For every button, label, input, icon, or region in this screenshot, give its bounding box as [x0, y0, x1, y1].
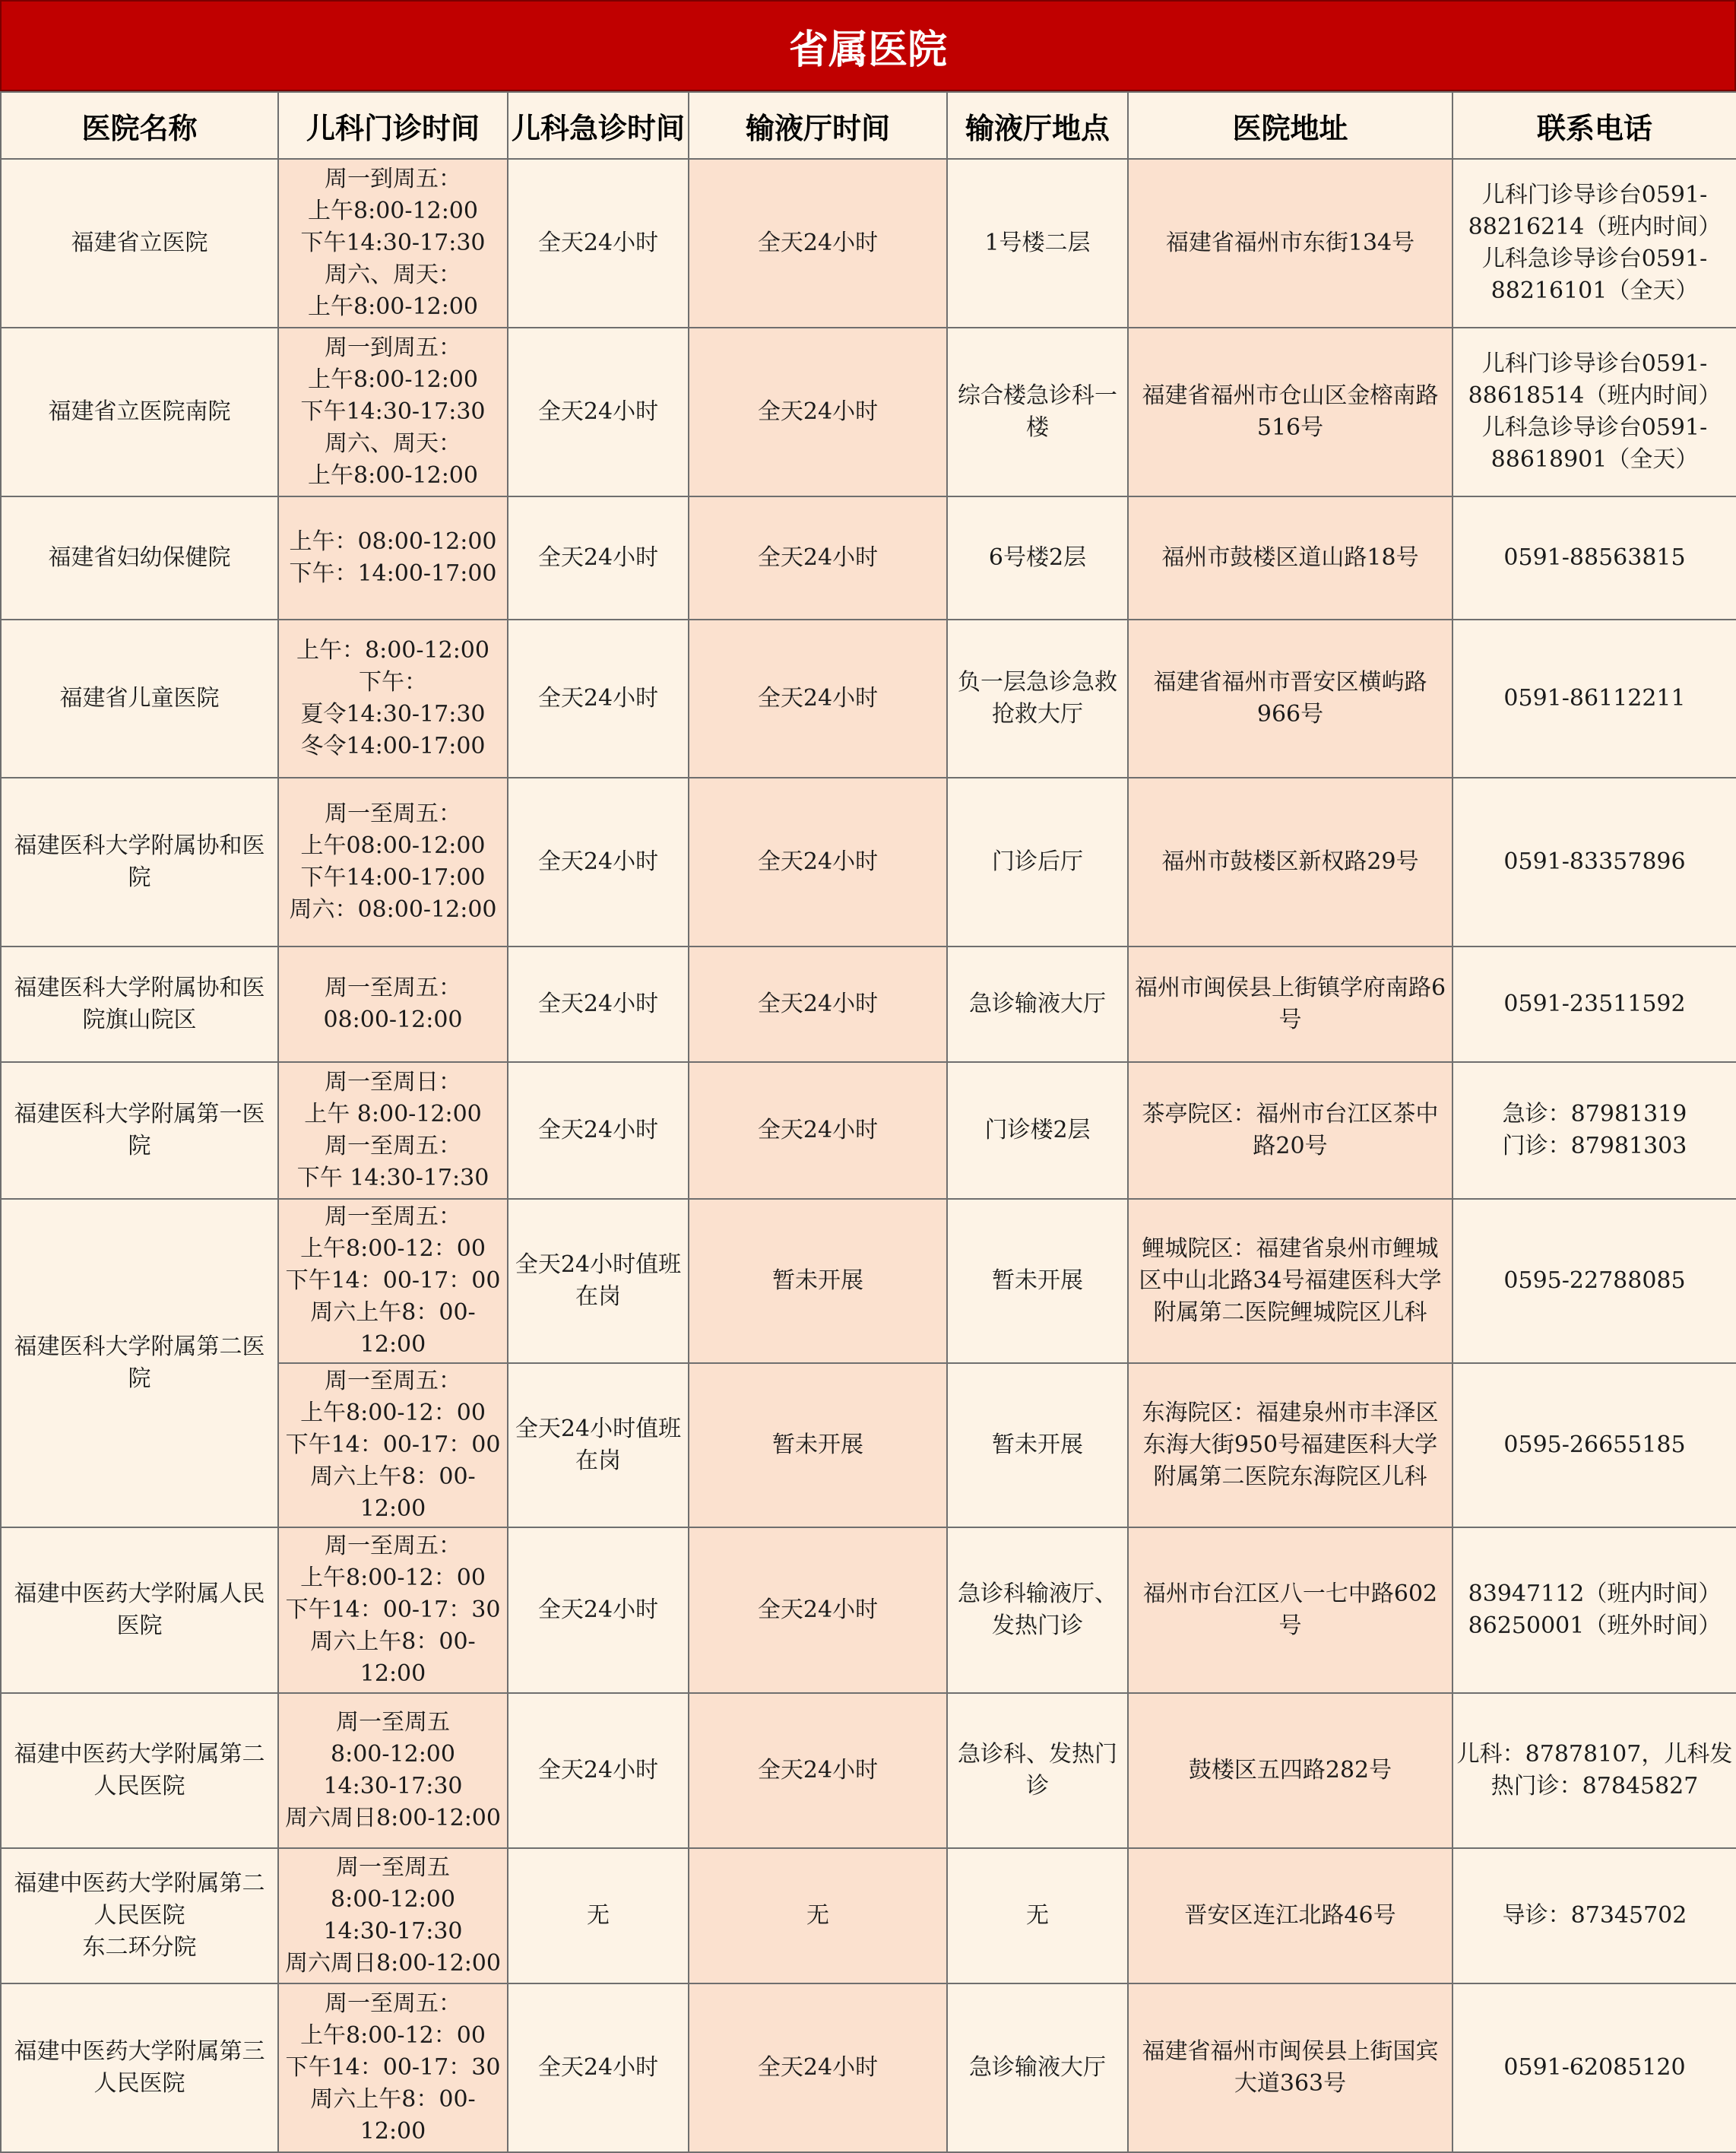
- cell-phone: 0591-83357896: [1452, 778, 1736, 946]
- table-row: [1, 946, 1736, 1062]
- cell-infusion-location: 急诊输液大厅: [947, 1983, 1128, 2152]
- cell-hospital-name: 福建省妇幼保健院: [1, 496, 278, 620]
- cell-address: 福州市闽侯县上街镇学府南路6号: [1128, 946, 1452, 1062]
- cell-clinic-time: 周一至周五： 08:00-12:00: [278, 946, 508, 1062]
- cell-address: 茶亭院区：福州市台江区茶中路20号: [1128, 1062, 1452, 1199]
- cell-infusion-location: 暂未开展: [947, 1199, 1128, 1363]
- header-infusion-time: 输液厅时间: [689, 92, 947, 159]
- cell-phone: 儿科门诊导诊台0591-88216214（班内时间） 儿科急诊导诊台0591-88216101（全天）: [1452, 159, 1736, 328]
- cell-infusion-location: 负一层急诊急救抢救大厅: [947, 620, 1128, 778]
- cell-hospital-name: 福建中医药大学附属第三人民医院: [1, 1983, 278, 2152]
- cell-phone: 急诊：87981319 门诊：87981303: [1452, 1062, 1736, 1199]
- cell-address: 福建省福州市仓山区金榕南路516号: [1128, 328, 1452, 496]
- cell-address: 福州市鼓楼区道山路18号: [1128, 496, 1452, 620]
- cell-emergency-time: 全天24小时: [508, 1062, 689, 1199]
- cell-infusion-time: 全天24小时: [689, 620, 947, 778]
- cell-infusion-time: 全天24小时: [689, 946, 947, 1062]
- cell-address: 鲤城院区：福建省泉州市鲤城区中山北路34号福建医科大学附属第二医院鲤城院区儿科: [1128, 1199, 1452, 1363]
- cell-hospital-name: 福建省立医院: [1, 159, 278, 328]
- table-row: [1, 1848, 1736, 1983]
- hospital-table: [0, 91, 1736, 2153]
- cell-hospital-name: 福建医科大学附属第一医院: [1, 1062, 278, 1199]
- cell-phone: 儿科：87878107，儿科发热门诊：87845827: [1452, 1693, 1736, 1848]
- cell-infusion-time: 暂未开展: [689, 1363, 947, 1527]
- cell-hospital-name: 福建医科大学附属协和医院旗山院区: [1, 946, 278, 1062]
- cell-emergency-time: 全天24小时: [508, 496, 689, 620]
- page-title: 省属医院: [0, 0, 1736, 91]
- cell-hospital-name: 福建医科大学附属协和医院: [1, 778, 278, 946]
- cell-infusion-location: 暂未开展: [947, 1363, 1128, 1527]
- table-row: [1, 1527, 1736, 1693]
- cell-phone: 0595-22788085: [1452, 1199, 1736, 1363]
- cell-infusion-location: 综合楼急诊科一楼: [947, 328, 1128, 496]
- cell-phone: 0591-86112211: [1452, 620, 1736, 778]
- table-row: [1, 620, 1736, 778]
- cell-clinic-time: 周一至周五： 上午8:00-12：00 下午14：00-17：00 周六上午8：00-12:00: [278, 1363, 508, 1527]
- cell-infusion-time: 全天24小时: [689, 1983, 947, 2152]
- cell-infusion-time: 全天24小时: [689, 778, 947, 946]
- cell-infusion-location: 急诊输液大厅: [947, 946, 1128, 1062]
- cell-hospital-name: 福建医科大学附属第二医院: [1, 1199, 278, 1527]
- cell-hospital-name: 福建中医药大学附属人民医院: [1, 1527, 278, 1693]
- cell-emergency-time: 全天24小时值班在岗: [508, 1199, 689, 1363]
- cell-infusion-time: 全天24小时: [689, 1062, 947, 1199]
- table-row: [1, 159, 1736, 328]
- header-hospital-name: 医院名称: [1, 92, 278, 159]
- cell-emergency-time: 全天24小时: [508, 1693, 689, 1848]
- cell-infusion-location: 急诊科输液厅、发热门诊: [947, 1527, 1128, 1693]
- cell-clinic-time: 周一到周五： 上午8:00-12:00 下午14:30-17:30 周六、周天： 上午8:00-12:00: [278, 328, 508, 496]
- cell-phone: 儿科门诊导诊台0591-88618514（班内时间） 儿科急诊导诊台0591-88618901（全天）: [1452, 328, 1736, 496]
- cell-address: 福建省福州市东街134号: [1128, 159, 1452, 328]
- cell-emergency-time: 全天24小时: [508, 1983, 689, 2152]
- table-row: [1, 778, 1736, 946]
- cell-emergency-time: 全天24小时: [508, 1527, 689, 1693]
- cell-phone: 0591-88563815: [1452, 496, 1736, 620]
- cell-clinic-time: 周一至周日： 上午 8:00-12:00 周一至周五： 下午 14:30-17:30: [278, 1062, 508, 1199]
- cell-infusion-time: 全天24小时: [689, 159, 947, 328]
- cell-hospital-name: 福建中医药大学附属第二人民医院 东二环分院: [1, 1848, 278, 1983]
- table-row: [1, 1062, 1736, 1199]
- cell-clinic-time: 周一至周五： 上午8:00-12：00 下午14：00-17：30 周六上午8：00-12:00: [278, 1527, 508, 1693]
- cell-phone: 导诊：87345702: [1452, 1848, 1736, 1983]
- cell-address: 东海院区：福建泉州市丰泽区东海大街950号福建医科大学附属第二医院东海院区儿科: [1128, 1363, 1452, 1527]
- cell-emergency-time: 全天24小时值班在岗: [508, 1363, 689, 1527]
- cell-infusion-time: 全天24小时: [689, 1527, 947, 1693]
- cell-phone: 0591-23511592: [1452, 946, 1736, 1062]
- cell-hospital-name: 福建省儿童医院: [1, 620, 278, 778]
- header-infusion-location: 输液厅地点: [947, 92, 1128, 159]
- cell-address: 福建省福州市闽侯县上街国宾大道363号: [1128, 1983, 1452, 2152]
- cell-clinic-time: 周一至周五 8:00-12:00 14:30-17:30 周六周日8:00-12:00: [278, 1693, 508, 1848]
- table-row: [1, 496, 1736, 620]
- cell-clinic-time: 周一至周五： 上午8:00-12：00 下午14：00-17：30 周六上午8：00-12:00: [278, 1983, 508, 2152]
- table-row: [1, 328, 1736, 496]
- cell-clinic-time: 周一至周五： 上午8:00-12：00 下午14：00-17：00 周六上午8：00-12:00: [278, 1199, 508, 1363]
- cell-clinic-time: 周一至周五： 上午08:00-12:00 下午14:00-17:00 周六：08:00-12:00: [278, 778, 508, 946]
- cell-infusion-time: 无: [689, 1848, 947, 1983]
- cell-address: 晋安区连江北路46号: [1128, 1848, 1452, 1983]
- cell-infusion-time: 全天24小时: [689, 328, 947, 496]
- header-emergency-time: 儿科急诊时间: [508, 92, 689, 159]
- cell-infusion-location: 1号楼二层: [947, 159, 1128, 328]
- cell-emergency-time: 全天24小时: [508, 946, 689, 1062]
- cell-address: 福建省福州市晋安区横屿路966号: [1128, 620, 1452, 778]
- cell-clinic-time: 上午：08:00-12:00 下午：14:00-17:00: [278, 496, 508, 620]
- cell-emergency-time: 无: [508, 1848, 689, 1983]
- cell-infusion-time: 暂未开展: [689, 1199, 947, 1363]
- cell-infusion-location: 6号楼2层: [947, 496, 1128, 620]
- cell-emergency-time: 全天24小时: [508, 328, 689, 496]
- cell-phone: 83947112（班内时间） 86250001（班外时间）: [1452, 1527, 1736, 1693]
- cell-hospital-name: 福建中医药大学附属第二人民医院: [1, 1693, 278, 1848]
- header-phone: 联系电话: [1452, 92, 1736, 159]
- cell-infusion-time: 全天24小时: [689, 1693, 947, 1848]
- cell-address: 福州市鼓楼区新权路29号: [1128, 778, 1452, 946]
- cell-infusion-location: 门诊楼2层: [947, 1062, 1128, 1199]
- cell-address: 鼓楼区五四路282号: [1128, 1693, 1452, 1848]
- cell-clinic-time: 上午：8:00-12:00 下午： 夏令14:30-17:30 冬令14:00-17:00: [278, 620, 508, 778]
- cell-infusion-time: 全天24小时: [689, 496, 947, 620]
- table-row: [1, 1983, 1736, 2152]
- header-address: 医院地址: [1128, 92, 1452, 159]
- cell-emergency-time: 全天24小时: [508, 159, 689, 328]
- cell-clinic-time: 周一到周五： 上午8:00-12:00 下午14:30-17:30 周六、周天： 上午8:00-12:00: [278, 159, 508, 328]
- cell-hospital-name: 福建省立医院南院: [1, 328, 278, 496]
- cell-emergency-time: 全天24小时: [508, 620, 689, 778]
- cell-address: 福州市台江区八一七中路602号: [1128, 1527, 1452, 1693]
- cell-infusion-location: 门诊后厅: [947, 778, 1128, 946]
- cell-phone: 0595-26655185: [1452, 1363, 1736, 1527]
- cell-emergency-time: 全天24小时: [508, 778, 689, 946]
- table-row: [1, 1199, 1736, 1363]
- table-row: [1, 1693, 1736, 1848]
- header-row: [1, 92, 1736, 159]
- cell-infusion-location: 急诊科、发热门诊: [947, 1693, 1128, 1848]
- cell-infusion-location: 无: [947, 1848, 1128, 1983]
- cell-phone: 0591-62085120: [1452, 1983, 1736, 2152]
- header-clinic-time: 儿科门诊时间: [278, 92, 508, 159]
- cell-clinic-time: 周一至周五 8:00-12:00 14:30-17:30 周六周日8:00-12:00: [278, 1848, 508, 1983]
